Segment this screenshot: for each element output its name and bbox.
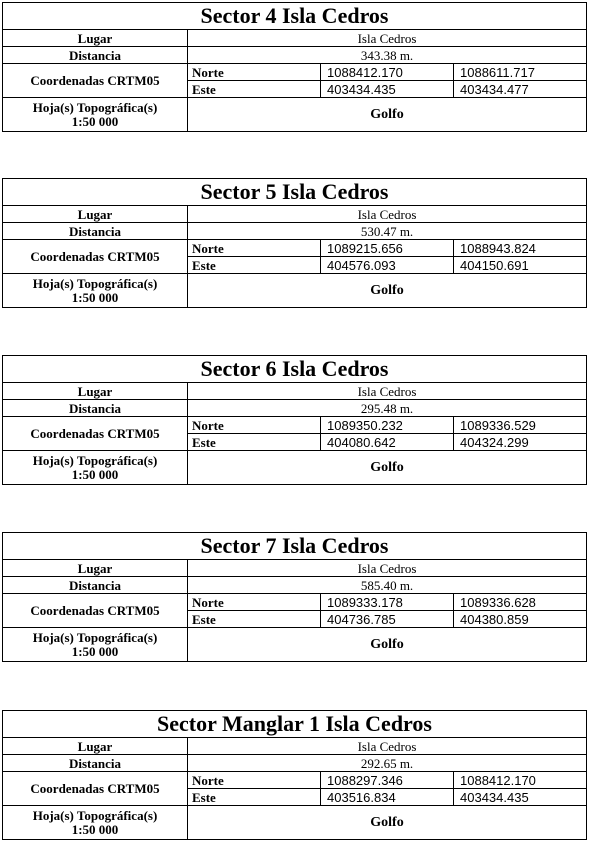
sector-title: Sector 4 Isla Cedros bbox=[2, 2, 587, 30]
coordenadas-label: Coordenadas CRTM05 bbox=[3, 594, 188, 628]
lugar-label: Lugar bbox=[3, 30, 188, 47]
lugar-label: Lugar bbox=[3, 383, 188, 400]
este-value-2: 404324.299 bbox=[454, 434, 587, 451]
lugar-label: Lugar bbox=[3, 560, 188, 577]
norte-label: Norte bbox=[188, 772, 321, 789]
hoja-label bbox=[3, 628, 188, 662]
este-label: Este bbox=[188, 611, 321, 628]
este-value-1: 404736.785 bbox=[321, 611, 454, 628]
lugar-value: Isla Cedros bbox=[188, 738, 587, 755]
norte-value-1: 1088297.346 bbox=[321, 772, 454, 789]
sector-table bbox=[2, 2, 587, 132]
este-label: Este bbox=[188, 81, 321, 98]
norte-label: Norte bbox=[188, 417, 321, 434]
sector-details-table bbox=[2, 205, 587, 308]
hoja-label-line2: 1:50 000 bbox=[71, 289, 119, 305]
hoja-label-line1: Hoja(s) Topográfica(s) bbox=[32, 99, 158, 115]
este-value-2: 404150.691 bbox=[454, 257, 587, 274]
norte-value-2: 1088943.824 bbox=[454, 240, 587, 257]
hoja-label bbox=[3, 451, 188, 485]
hoja-value: Golfo bbox=[188, 451, 587, 485]
coordenadas-label: Coordenadas CRTM05 bbox=[3, 417, 188, 451]
sector-title: Sector Manglar 1 Isla Cedros bbox=[2, 710, 587, 738]
hoja-label-line2: 1:50 000 bbox=[71, 466, 119, 482]
este-value-1: 404080.642 bbox=[321, 434, 454, 451]
este-value-2: 403434.477 bbox=[454, 81, 587, 98]
distancia-label: Distancia bbox=[3, 400, 188, 417]
norte-value-2: 1088611.717 bbox=[454, 64, 587, 81]
distancia-value: 295.48 m. bbox=[188, 400, 587, 417]
hoja-label-line2: 1:50 000 bbox=[71, 113, 119, 129]
este-value-2: 404380.859 bbox=[454, 611, 587, 628]
sector-table bbox=[2, 532, 587, 662]
distancia-value: 530.47 m. bbox=[188, 223, 587, 240]
lugar-value: Isla Cedros bbox=[188, 560, 587, 577]
norte-value-1: 1089350.232 bbox=[321, 417, 454, 434]
este-value-1: 403434.435 bbox=[321, 81, 454, 98]
lugar-label: Lugar bbox=[3, 206, 188, 223]
norte-value-1: 1089333.178 bbox=[321, 594, 454, 611]
distancia-label: Distancia bbox=[3, 755, 188, 772]
hoja-value: Golfo bbox=[188, 274, 587, 308]
sector-title: Sector 7 Isla Cedros bbox=[2, 532, 587, 560]
sector-title: Sector 6 Isla Cedros bbox=[2, 355, 587, 383]
lugar-value: Isla Cedros bbox=[188, 383, 587, 400]
lugar-label: Lugar bbox=[3, 738, 188, 755]
hoja-value: Golfo bbox=[188, 806, 587, 840]
coordenadas-label: Coordenadas CRTM05 bbox=[3, 64, 188, 98]
este-value-1: 403516.834 bbox=[321, 789, 454, 806]
sector-table bbox=[2, 710, 587, 840]
distancia-value: 585.40 m. bbox=[188, 577, 587, 594]
distancia-value: 292.65 m. bbox=[188, 755, 587, 772]
norte-label: Norte bbox=[188, 240, 321, 257]
norte-label: Norte bbox=[188, 64, 321, 81]
sector-table bbox=[2, 355, 587, 485]
norte-value-2: 1089336.529 bbox=[454, 417, 587, 434]
norte-value-1: 1088412.170 bbox=[321, 64, 454, 81]
sector-details-table bbox=[2, 29, 587, 132]
hoja-label-line1: Hoja(s) Topográfica(s) bbox=[32, 275, 158, 291]
norte-label: Norte bbox=[188, 594, 321, 611]
norte-value-1: 1089215.656 bbox=[321, 240, 454, 257]
distancia-label: Distancia bbox=[3, 577, 188, 594]
norte-value-2: 1088412.170 bbox=[454, 772, 587, 789]
este-label: Este bbox=[188, 434, 321, 451]
hoja-label bbox=[3, 274, 188, 308]
norte-value-2: 1089336.628 bbox=[454, 594, 587, 611]
lugar-value: Isla Cedros bbox=[188, 206, 587, 223]
este-label: Este bbox=[188, 789, 321, 806]
coordenadas-label: Coordenadas CRTM05 bbox=[3, 772, 188, 806]
hoja-label-line1: Hoja(s) Topográfica(s) bbox=[32, 452, 158, 468]
hoja-label-line2: 1:50 000 bbox=[71, 643, 119, 659]
coordenadas-label: Coordenadas CRTM05 bbox=[3, 240, 188, 274]
hoja-value: Golfo bbox=[188, 98, 587, 132]
sector-details-table bbox=[2, 559, 587, 662]
sector-title: Sector 5 Isla Cedros bbox=[2, 178, 587, 206]
lugar-value: Isla Cedros bbox=[188, 30, 587, 47]
este-value-2: 403434.435 bbox=[454, 789, 587, 806]
distancia-value: 343.38 m. bbox=[188, 47, 587, 64]
este-value-1: 404576.093 bbox=[321, 257, 454, 274]
hoja-label bbox=[3, 98, 188, 132]
hoja-label-line1: Hoja(s) Topográfica(s) bbox=[32, 629, 158, 645]
sector-details-table bbox=[2, 382, 587, 485]
hoja-label-line2: 1:50 000 bbox=[71, 821, 119, 837]
distancia-label: Distancia bbox=[3, 223, 188, 240]
hoja-label-line1: Hoja(s) Topográfica(s) bbox=[32, 807, 158, 823]
este-label: Este bbox=[188, 257, 321, 274]
hoja-value: Golfo bbox=[188, 628, 587, 662]
sector-details-table bbox=[2, 737, 587, 840]
distancia-label: Distancia bbox=[3, 47, 188, 64]
hoja-label bbox=[3, 806, 188, 840]
sector-table bbox=[2, 178, 587, 308]
